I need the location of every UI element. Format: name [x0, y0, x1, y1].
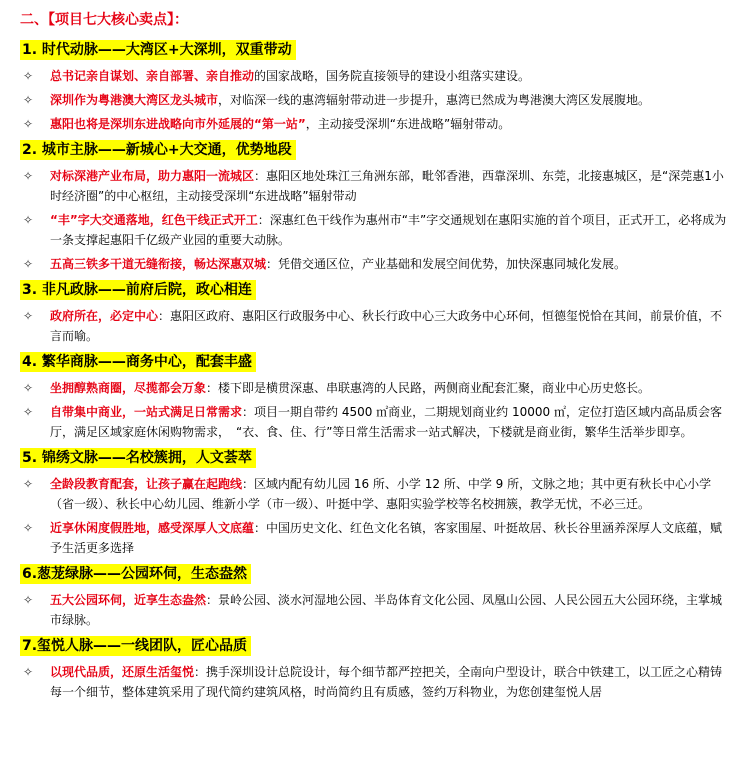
diamond-bullet-icon: ✧ — [22, 169, 34, 183]
diamond-bullet-icon: ✧ — [22, 93, 34, 107]
item-lead: 政府所在，必定中心 — [50, 309, 159, 323]
diamond-bullet-icon: ✧ — [22, 665, 34, 679]
list-item — [20, 402, 733, 442]
item-lead: 对标深港产业布局，助力惠阳一流城区 — [50, 169, 255, 183]
section-4 — [20, 350, 733, 442]
item-body: ：携手深圳设计总院设计，每个细节都严控把关，全南向户型设计，联合中铁建工，以工匠之心精铸每一个细节，整体建筑采用了现代简约建筑风格，时尚简约且有质感，签约万科物业，为您创建玺悦人居 — [50, 665, 723, 699]
list-item — [20, 662, 733, 702]
diamond-bullet-icon: ✧ — [22, 117, 34, 131]
section-heading: 7.玺悦人脉——一线团队，匠心品质 — [20, 636, 251, 656]
list-item — [20, 254, 733, 274]
diamond-bullet-icon: ✧ — [22, 593, 34, 607]
section-heading: 4. 繁华商脉——商务中心，配套丰盛 — [20, 352, 256, 372]
item-lead: 总书记亲自谋划、亲自部署、亲自推动 — [50, 69, 255, 83]
item-body: ，主动接受深圳“东进战略”辐射带动。 — [305, 117, 511, 131]
item-lead: 近享休闲度假胜地，感受深厚人文底蕴 — [50, 521, 255, 535]
item-body: ：景岭公园、淡水河湿地公园、半岛体育文化公园、凤凰山公园、人民公园五大公园环绕，主掌城市绿脉。 — [50, 593, 723, 627]
item-lead: 以现代品质，还原生活玺悦 — [50, 665, 195, 679]
item-body: ：惠阳区地处珠江三角洲东部，毗邻香港，西靠深圳、东莞，北接惠城区，是“深莞惠1小时经济圈”的中心枢纽，主动接受深圳“东进战略”辐射带动 — [50, 169, 724, 203]
section-heading: 3. 非凡政脉——前府后院，政心相连 — [20, 280, 256, 300]
list-item — [20, 166, 733, 206]
item-body: ：楼下即是横贯深惠、串联惠湾的人民路，两侧商业配套汇聚，商业中心历史悠长。 — [206, 381, 651, 395]
list-item — [20, 378, 733, 398]
section-3 — [20, 278, 733, 346]
list-item — [20, 90, 733, 110]
item-body: ：项目一期自带约 4500 ㎡商业，二期规划商业约 10000 ㎡，定位打造区域内高品质会客厅，满足区域家庭休闲购物需求， “衣、食、住、行”等日常生活需求一站式解决，下楼就是商业街，繁华生活举步即享。 — [50, 405, 722, 439]
section-6 — [20, 562, 733, 630]
diamond-bullet-icon: ✧ — [22, 69, 34, 83]
section-5 — [20, 446, 733, 558]
section-heading: 1. 时代动脉——大湾区+大深圳，双重带动 — [20, 40, 296, 60]
item-body: ：惠阳区政府、惠阳区行政服务中心、秋长行政中心三大政务中心环伺，恒德玺悦恰在其间，前景价值，不言而喻。 — [50, 309, 723, 343]
diamond-bullet-icon: ✧ — [22, 477, 34, 491]
item-lead: 五高三铁多干道无缝衔接，畅达深惠双城 — [50, 257, 267, 271]
diamond-bullet-icon: ✧ — [22, 213, 34, 227]
item-lead: “丰”字大交通落地，红色干线正式开工 — [50, 213, 258, 227]
item-body: 的国家战略，国务院直接领导的建设小组落实建设。 — [254, 69, 531, 83]
list-item — [20, 590, 733, 630]
item-body: ，对临深一线的惠湾辐射带动进一步提升，惠湾已然成为粤港澳大湾区发展腹地。 — [218, 93, 651, 107]
list-item — [20, 474, 733, 514]
list-item — [20, 518, 733, 558]
item-lead: 惠阳也将是深圳东进战略向市外延展的“第一站” — [50, 117, 306, 131]
item-lead: 深圳作为粤港澳大湾区龙头城市 — [50, 93, 219, 107]
list-item — [20, 210, 733, 250]
section-heading: 5. 锦绣文脉——名校簇拥，人文荟萃 — [20, 448, 256, 468]
item-lead: 五大公园环伺，近享生态盎然 — [50, 593, 207, 607]
diamond-bullet-icon: ✧ — [22, 381, 34, 395]
section-2 — [20, 138, 733, 274]
diamond-bullet-icon: ✧ — [22, 521, 34, 535]
list-item — [20, 306, 733, 346]
page-title: 二、【项目七大核心卖点】： — [20, 12, 188, 28]
item-body: ：区域内配有幼儿园 16 所、小学 12 所、中学 9 所，文脉之地；其中更有秋长中心小学（省一级）、秋长中心幼儿园、维新小学（市一级）、叶挺中学、惠阳实验学校等名校拥簇，教学无忧，不必三迁。 — [50, 477, 712, 511]
diamond-bullet-icon: ✧ — [22, 405, 34, 419]
list-item — [20, 114, 733, 134]
section-7 — [20, 634, 733, 702]
item-lead: 自带集中商业，一站式满足日常需求 — [50, 405, 243, 419]
list-item — [20, 66, 733, 86]
diamond-bullet-icon: ✧ — [22, 309, 34, 323]
item-lead: 全龄段教育配套，让孩子赢在起跑线 — [50, 477, 243, 491]
item-body: ：凭借交通区位，产业基础和发展空间优势，加快深惠同城化发展。 — [266, 257, 627, 271]
item-body: ：深惠红色干线作为惠州市“丰”字交通规划在惠阳实施的首个项目，正式开工，必将成为一条支撑起惠阳千亿级产业园的重要大动脉。 — [50, 213, 727, 247]
item-body: ：中国历史文化、红色文化名镇，客家围屋、叶挺故居、秋长谷里涵养深厚人文底蕴，赋予生活更多选择 — [50, 521, 723, 555]
section-heading: 6.葱茏绿脉——公园环伺，生态盎然 — [20, 564, 251, 584]
diamond-bullet-icon: ✧ — [22, 257, 34, 271]
section-1 — [20, 38, 733, 134]
item-lead: 坐拥醇熟商圈，尽揽都会万象 — [50, 381, 207, 395]
section-heading: 2. 城市主脉——新城心+大交通，优势地段 — [20, 140, 296, 160]
